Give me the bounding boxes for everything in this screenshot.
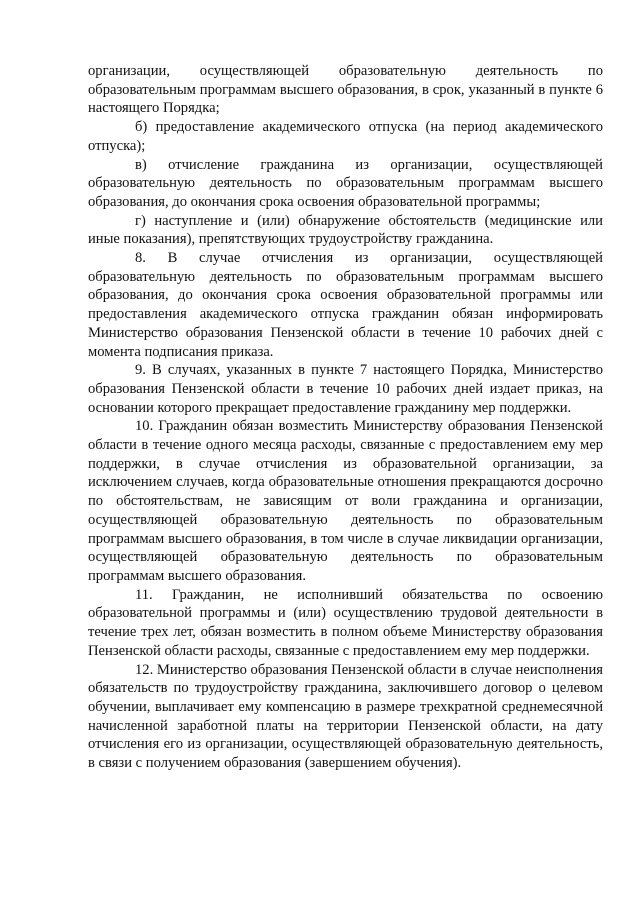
paragraph-8: 8. В случае отчисления из организации, осуществляющей образовательную деятельность по образовательным программам высшего образования, до окончания срока освоения образовательной программы или предоставления академического отпуска гражданин обязан информировать Министерство образования Пензенской области в течение 10 рабочих дней с момента подписания приказа. bbox=[88, 250, 603, 360]
paragraph-11: 11. Гражданин, не исполнивший обязательства по освоению образовательной программы и (или) осуществлению трудовой деятельности в течение трех лет, обязан возместить в полном объеме Министерству образования Пензенской области расходы, связанные с предоставлением ему мер поддержки. bbox=[88, 586, 603, 659]
paragraph-10: 10. Гражданин обязан возместить Министерству образования Пензенской области в течение одного месяца расходы, связанные с предоставлением ему мер поддержки, в случае отчисления из образовательной организации, за исключением случаев, когда образовательные отношения прекращаются досрочно по обстоятельствам, не зависящим от воли гражданина и организации, осуществляющей образовательную деятельность по образовательным программам высшего образования, в том числе в случае ликвидации организации, осуществляющей образовательную деятельность по образовательным программам высшего образования. bbox=[88, 418, 603, 584]
paragraph-9: 9. В случаях, указанных в пункте 7 настоящего Порядка, Министерство образования Пензенской области в течение 10 рабочих дней издает приказ, на основании которого прекращает предоставление гражданину мер поддержки. bbox=[88, 362, 603, 416]
paragraph-continuation: организации, осуществляющей образовательную деятельность по образовательным программам высшего образования, в срок, указанный в пункте 6 настоящего Порядка; bbox=[88, 63, 603, 117]
paragraph-item-v: в) отчисление гражданина из организации, осуществляющей образовательную деятельность по образовательным программам высшего образования, до окончания срока освоения образовательной программы; bbox=[88, 156, 603, 210]
paragraph-item-g: г) наступление и (или) обнаружение обстоятельств (медицинские или иные показания), препятствующих трудоустройству гражданина. bbox=[88, 212, 603, 248]
document-page bbox=[88, 62, 603, 773]
paragraph-item-b: б) предоставление академического отпуска (на период академического отпуска); bbox=[88, 119, 603, 154]
paragraph-12: 12. Министерство образования Пензенской области в случае неисполнения обязательств по трудоустройству гражданина, заключившего договор о целевом обучении, выплачивает ему компенсацию в размере трехкратной среднемесячной начисленной заработной платы на территории Пензенской области, на дату отчисления его из организации, осуществляющей образовательную деятельность, в связи с получением образования (завершением обучения). bbox=[88, 661, 603, 772]
